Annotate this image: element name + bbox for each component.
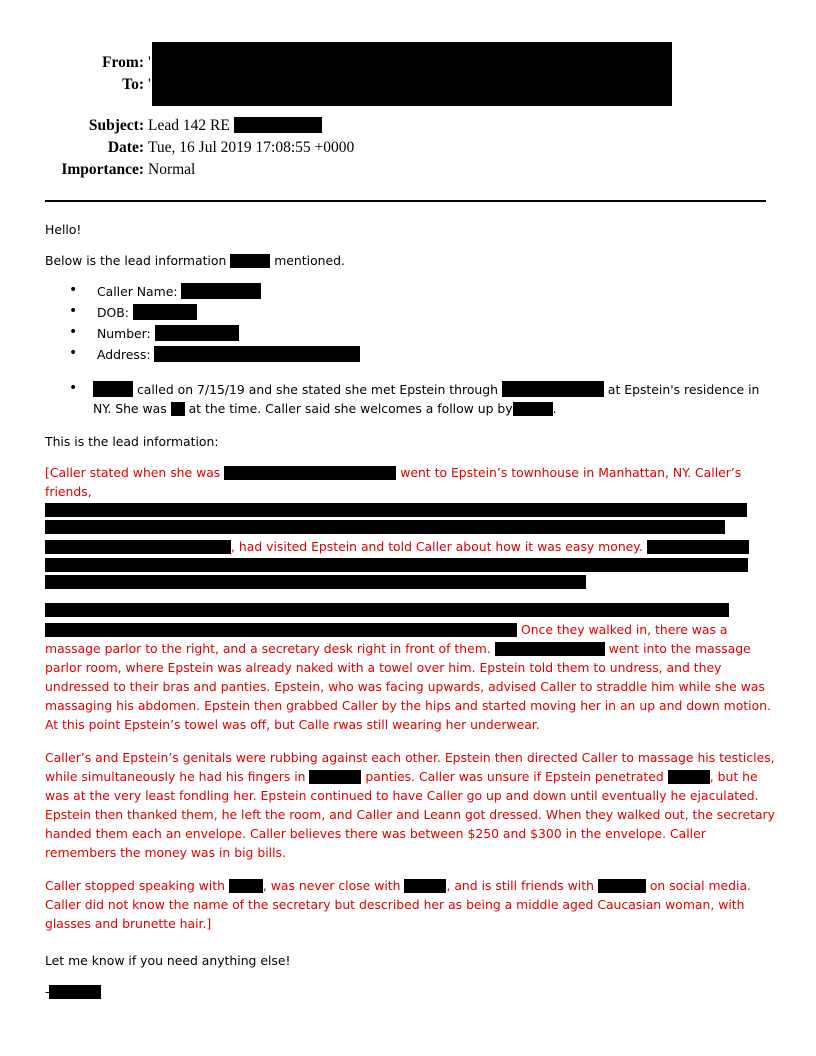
closing-line: Let me know if you need anything else! bbox=[45, 953, 291, 968]
from-value: ' bbox=[148, 54, 151, 71]
redacted-value bbox=[155, 325, 239, 341]
lead-p2-a: Once they walked in, there was a massage parlor to the right, and a secretary desk right in front of them. bbox=[45, 622, 728, 656]
redacted-text bbox=[224, 466, 396, 480]
signature-dash: - bbox=[45, 984, 50, 999]
intro-after: mentioned. bbox=[274, 253, 345, 268]
redacted-name bbox=[598, 879, 646, 893]
lead-p4-c: , and is still friends with bbox=[446, 878, 594, 893]
summary-part1: called on 7/15/19 and she stated she met Epstein through bbox=[136, 382, 498, 397]
redacted-line bbox=[45, 603, 729, 617]
from-label: From: bbox=[102, 54, 144, 71]
redacted-name bbox=[230, 254, 270, 268]
redacted-name bbox=[502, 381, 604, 397]
intro-before: Below is the lead information bbox=[45, 253, 227, 268]
intro-line bbox=[45, 251, 775, 270]
summary-part2: at Epstein's residence in NY. She was bbox=[93, 382, 760, 416]
email-body bbox=[45, 220, 775, 1001]
redacted-signature bbox=[49, 985, 101, 999]
lead-p1-c: , had visited Epstein and told Caller about how it was easy money. bbox=[231, 539, 643, 554]
field-label: DOB: bbox=[97, 305, 129, 320]
lead-p4-b: , was never close with bbox=[262, 878, 401, 893]
to-value: ' bbox=[148, 76, 151, 93]
summary-item bbox=[45, 380, 775, 418]
redacted-name bbox=[229, 879, 263, 893]
redacted-recipients-block bbox=[152, 42, 672, 106]
importance-label: Importance: bbox=[61, 161, 144, 178]
redacted-line bbox=[45, 558, 748, 572]
header-divider bbox=[45, 200, 766, 202]
subject-value bbox=[148, 117, 322, 135]
redacted-name bbox=[93, 381, 133, 397]
redacted-line bbox=[45, 520, 725, 534]
subject-text: Lead 142 RE bbox=[148, 117, 230, 134]
field-label: Caller Name: bbox=[97, 284, 178, 299]
redacted-value bbox=[133, 304, 197, 320]
subject-label: Subject: bbox=[88, 117, 144, 134]
redacted-text bbox=[45, 540, 231, 554]
greeting: Hello! bbox=[45, 222, 82, 237]
date-value: Tue, 16 Jul 2019 17:08:55 +0000 bbox=[148, 139, 355, 156]
redacted-line bbox=[45, 503, 747, 517]
redacted-name bbox=[668, 770, 710, 784]
lead-paragraph-3 bbox=[45, 748, 775, 862]
field-label: Address: bbox=[97, 347, 151, 362]
lead-p2-b: went into the massage parlor room, where Epstein was already naked with a towel over him. Epstein told them to undress, and they undressed to their bras and panties. Epstein, who was facing upwards, advised Caller to straddle him while she was massaging his abdomen. Epstein then grabbed Caller by the hips and started moving her in an up and down motion. At this point Epstein’s towel was off, but Calle rwas still wearing her underwear. bbox=[45, 641, 771, 732]
summary-part4: . bbox=[552, 401, 557, 416]
redacted-value bbox=[181, 283, 261, 299]
lead-p1-a: [Caller stated when she was bbox=[45, 465, 221, 480]
summary-part3: at the time. Caller said she welcomes a follow up by bbox=[188, 401, 513, 416]
redacted-subject bbox=[234, 117, 322, 133]
redacted-text bbox=[495, 642, 605, 656]
lead-p3-a: Caller’s and Epstein’s genitals were rubbing against each other. Epstein then directed Caller to massage his testicles, while simultaneously he had his fingers in bbox=[45, 750, 775, 784]
lead-p4-a: Caller stopped speaking with bbox=[45, 878, 225, 893]
lead-p1-b: went to Epstein’s townhouse in Manhattan, NY. Caller’s friends, bbox=[45, 465, 742, 499]
importance-value: Normal bbox=[148, 161, 196, 178]
date-label: Date: bbox=[107, 139, 144, 156]
lead-paragraph-2 bbox=[45, 603, 775, 734]
redacted-value bbox=[154, 346, 360, 362]
signature bbox=[45, 982, 775, 1001]
lead-p3-c: , but he was at the very least fondling her. Epstein continued to have Caller go up and down until eventually he ejaculated. Epstein then thanked them, he left the room, and Caller and Leann got dressed. When they walked out, the secretary handed them each an envelope. Caller believes there was between $250 and $300 in the envelope. Caller remembers the money was in big bills. bbox=[45, 769, 775, 860]
lead-paragraph-4 bbox=[45, 876, 775, 933]
field-address bbox=[45, 345, 775, 366]
caller-fields-list bbox=[45, 282, 775, 366]
field-label: Number: bbox=[97, 326, 151, 341]
lead-p4-d: on social media. Caller did not know the name of the secretary but described her as being a middle aged Caucasian woman, with glasses and brunette hair.] bbox=[45, 878, 751, 931]
redacted-age bbox=[171, 402, 185, 416]
redacted-name bbox=[404, 879, 446, 893]
redacted-text bbox=[647, 540, 749, 554]
lead-paragraph-1 bbox=[45, 463, 775, 589]
field-number bbox=[45, 324, 775, 345]
lead-intro: This is the lead information: bbox=[45, 434, 219, 449]
to-label: To: bbox=[122, 76, 144, 93]
field-dob bbox=[45, 303, 775, 324]
redacted-text bbox=[45, 623, 517, 637]
redacted-contact bbox=[513, 402, 553, 416]
redacted-line bbox=[45, 575, 586, 589]
redacted-name bbox=[309, 770, 361, 784]
lead-p3-b: panties. Caller was unsure if Epstein penetrated bbox=[365, 769, 664, 784]
field-caller-name bbox=[45, 282, 775, 303]
